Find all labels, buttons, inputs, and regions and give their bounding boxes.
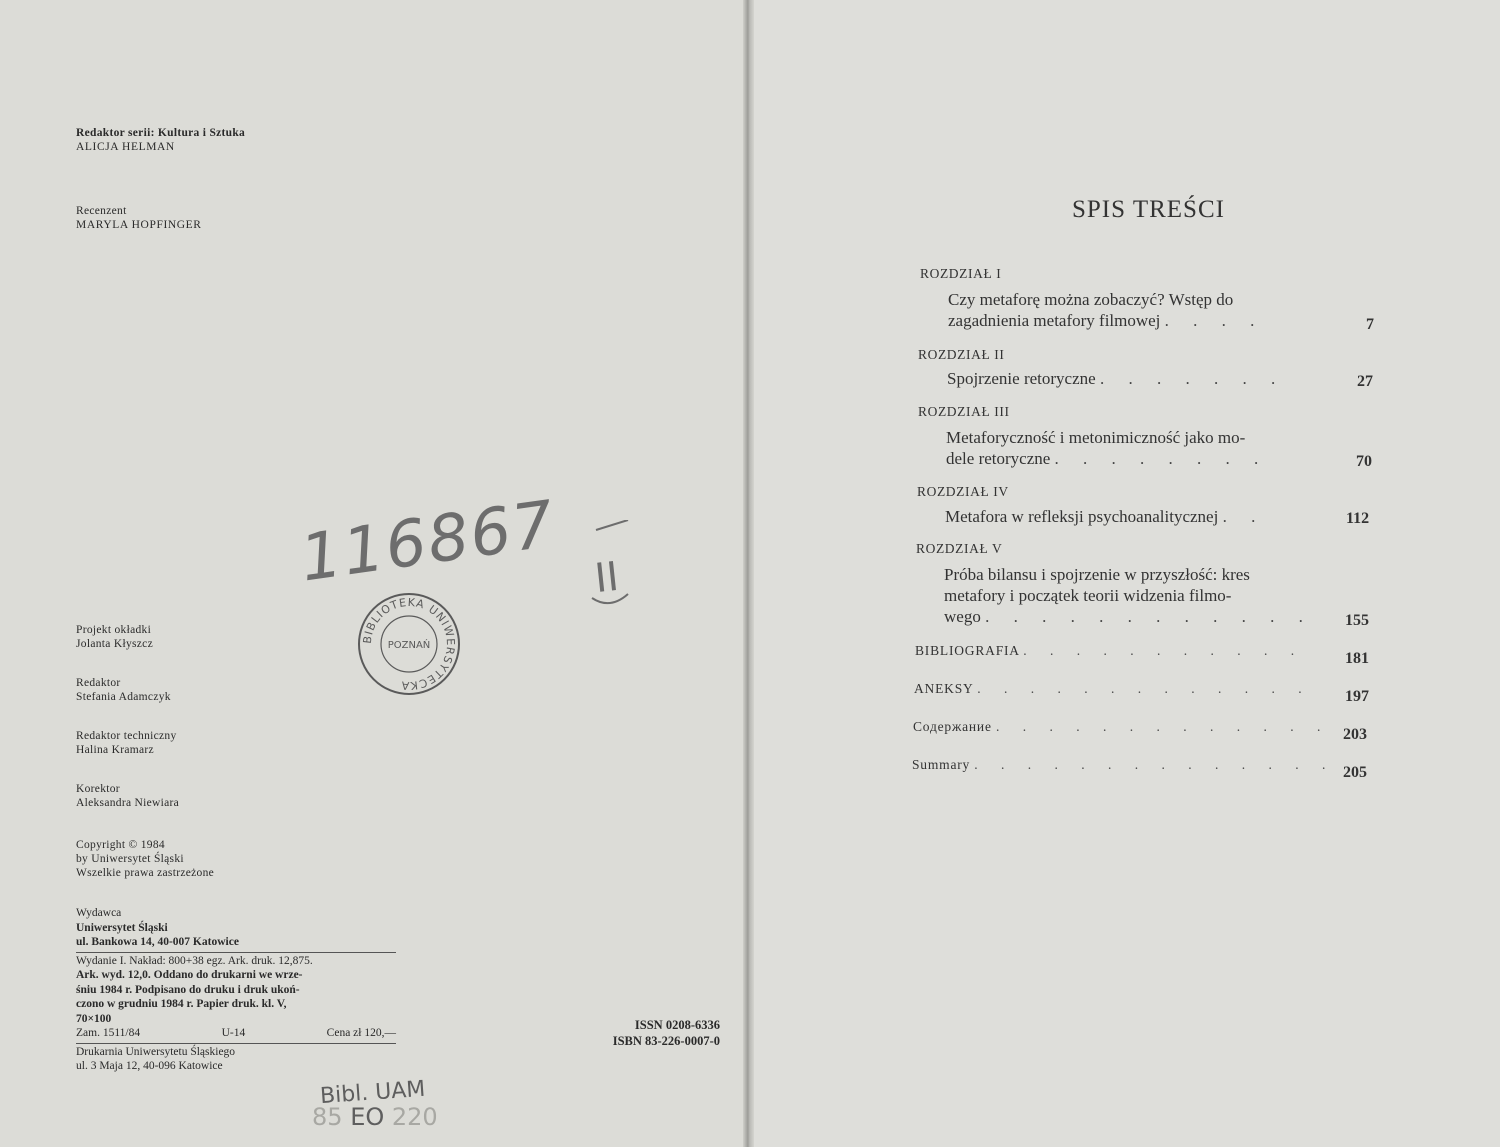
summary-label: Summary (912, 757, 971, 772)
chapter-5-page: 155 (1345, 612, 1369, 629)
library-stamp-icon (355, 590, 463, 698)
copyright-line-3: Wszelkie prawa zastrzeżone (76, 867, 215, 879)
reviewer-label: Recenzent (76, 205, 127, 217)
imprint-block (76, 906, 396, 1074)
library-mark-code: EO (350, 1103, 385, 1131)
chapter-3-line-1: Metaforyczność i metonimiczność jako mo- (946, 428, 1246, 447)
chapter-4-leader: . . (1222, 507, 1266, 526)
chapter-4-title (945, 506, 1265, 527)
copyright-line-2: by Uniwersytet Śląski (76, 853, 184, 865)
cover-credit (76, 623, 153, 651)
chapter-3-leader: . . . . . . . . (1054, 449, 1269, 468)
printer-name: Drukarnia Uniwersytetu Śląskiego (76, 1045, 236, 1058)
library-mark-line-1: Bibl. UAM (319, 1076, 427, 1110)
bibliography-leader: . . . . . . . . . . . (1023, 643, 1305, 658)
chapter-1-leader: . . . . (1164, 311, 1265, 330)
handwritten-roman-numeral: II (592, 553, 621, 603)
summary-entry (912, 757, 1335, 773)
cover-label: Projekt okładki (76, 624, 152, 636)
edition-line-3: śniu 1984 r. Podpisano do druku i druk ukoń- (76, 983, 300, 996)
library-mark-suffix: 220 (391, 1103, 438, 1131)
russian-summary-leader: . . . . . . . . . . . . . (995, 719, 1331, 734)
order-price: Cena zł 120,— (326, 1027, 396, 1039)
isbn: ISBN 83-226-0007-0 (612, 1034, 720, 1048)
chapter-2-page: 27 (1357, 373, 1373, 390)
chapter-1-line-1: Czy metaforę można zobaczyć? Wstęp do (948, 290, 1234, 309)
order-row (76, 1026, 396, 1041)
edition-line-5: 70×100 (76, 1012, 112, 1025)
russian-summary-page: 203 (1343, 726, 1367, 743)
publisher-name: Uniwersytet Śląski (76, 921, 168, 934)
imprint-divider (76, 952, 396, 953)
appendix-entry (914, 681, 1312, 697)
proofreader-credit (76, 782, 179, 810)
reviewer-name: MARYLA HOPFINGER (76, 219, 202, 231)
handwritten-inventory-number: 116867 (296, 487, 561, 597)
edition-line-1: Wydanie I. Nakład: 800+38 egz. Ark. druk. 12,875. (76, 954, 313, 967)
summary-page: 205 (1343, 764, 1367, 781)
tech-editor-credit (76, 729, 177, 757)
chapter-5-leader: . . . . . . . . . . . . (985, 607, 1313, 626)
chapter-1-line-2-row (948, 310, 1264, 331)
chapter-3-title (946, 427, 1268, 469)
appendix-leader: . . . . . . . . . . . . . (977, 681, 1312, 696)
book-spine (743, 0, 754, 1147)
editor-label: Redaktor (76, 677, 121, 689)
tech-editor-label: Redaktor techniczny (76, 730, 177, 742)
proofreader-name: Aleksandra Niewiara (76, 797, 180, 809)
chapter-2-label: ROZDZIAŁ II (918, 347, 1005, 362)
chapter-3-line-2-row (946, 448, 1268, 469)
russian-summary-label: Содержание (913, 719, 992, 734)
printer-address: ul. 3 Maja 12, 40-096 Katowice (76, 1060, 223, 1072)
appendix-label: ANEKSY (914, 681, 974, 696)
chapter-4-page: 112 (1346, 510, 1370, 527)
toc-title: SPIS TREŚCI (1072, 196, 1225, 223)
copyright-block (76, 838, 214, 880)
order-number: Zam. 1511/84 (76, 1027, 141, 1039)
appendix-page: 197 (1345, 688, 1369, 705)
chapter-4-label: ROZDZIAŁ IV (917, 484, 1009, 499)
order-code: U-14 (221, 1027, 246, 1039)
chapter-3-line-2: dele retoryczne (946, 449, 1051, 468)
chapter-5-title (944, 564, 1313, 627)
imprint-divider-2 (76, 1043, 396, 1044)
chapter-2-line-1: Spojrzenie retoryczne (947, 369, 1096, 388)
stamp-inner-text: POZNAŃ (387, 640, 431, 651)
chapter-5-line-1: Próba bilansu i spojrzenie w przyszłość: kres (944, 565, 1250, 584)
chapter-2-title (947, 368, 1285, 389)
chapter-1-page: 7 (1366, 316, 1374, 333)
issn: ISSN 0208-6336 (634, 1018, 720, 1032)
stamp-outer-text: BIBLIOTEKA UNIWERSYTECKA (360, 595, 458, 693)
identifiers (570, 1017, 720, 1049)
series-editor-name: ALICJA HELMAN (76, 141, 175, 153)
chapter-3-label: ROZDZIAŁ III (918, 404, 1010, 419)
chapter-5-line-3-row (944, 606, 1313, 627)
editor-name: Stefania Adamczyk (76, 691, 171, 703)
library-shelf-mark (312, 1076, 438, 1131)
series-label: Redaktor serii: Kultura i Sztuka (76, 127, 246, 139)
chapter-1-title (948, 289, 1264, 331)
bibliography-entry (915, 643, 1304, 659)
chapter-4-line-1: Metafora w refleksji psychoanalitycznej (945, 507, 1219, 526)
chapter-3-page: 70 (1356, 453, 1372, 470)
chapter-5-line-2: metafory i początek teorii widzenia filmo- (944, 586, 1232, 605)
handwritten-strokes-icon (588, 520, 634, 616)
bibliography-label: BIBLIOGRAFIA (915, 643, 1020, 658)
editor-credit (76, 676, 171, 704)
tech-editor-name: Halina Kramarz (76, 744, 154, 756)
bibliography-page: 181 (1345, 650, 1369, 667)
proofreader-label: Korektor (76, 783, 120, 795)
cover-name: Jolanta Kłyszcz (76, 638, 153, 650)
library-mark-prefix: 85 (312, 1103, 343, 1131)
series-editor (76, 126, 245, 154)
reviewer (76, 204, 202, 232)
chapter-2-leader: . . . . . . . (1099, 369, 1286, 388)
copyright-line-1: Copyright © 1984 (76, 839, 165, 851)
chapter-1-label: ROZDZIAŁ I (920, 266, 1002, 281)
edition-line-2: Ark. wyd. 12,0. Oddano do drukarni we wrze- (76, 969, 303, 981)
russian-summary-entry (913, 719, 1330, 735)
chapter-1-line-2: zagadnienia metafory filmowej (948, 311, 1161, 330)
publisher-address: ul. Bankowa 14, 40-007 Katowice (76, 936, 239, 948)
chapter-5-label: ROZDZIAŁ V (916, 541, 1003, 556)
edition-line-4: czono w grudniu 1984 r. Papier druk. kl. V, (76, 998, 287, 1010)
summary-leader: . . . . . . . . . . . . . . (974, 757, 1336, 772)
chapter-5-line-3: wego (944, 607, 981, 626)
publisher-label: Wydawca (76, 907, 122, 919)
